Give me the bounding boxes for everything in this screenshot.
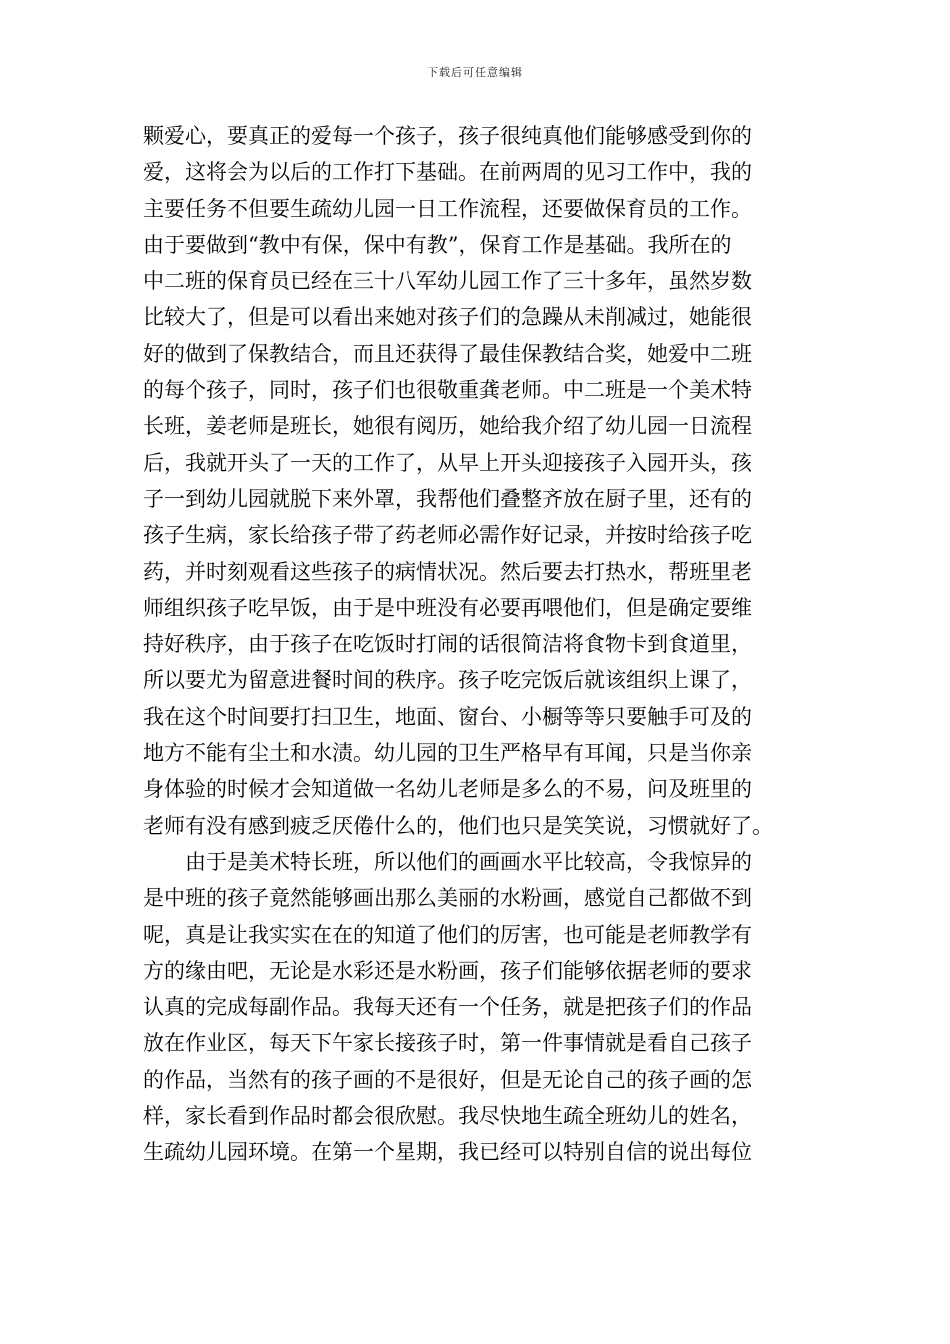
paragraph-2-line: 方的缘由吧，无论是水彩还是水粉画，孩子们能够依据老师的要求 bbox=[143, 958, 752, 983]
paragraph-1-line: 所以要尤为留意进餐时间的秩序。孩子吃完饭后就该组织上课了， bbox=[143, 668, 752, 693]
paragraph-1-line: 师组织孩子吃早饭，由于是中班没有必要再喂他们，但是确定要维 bbox=[143, 595, 752, 620]
paragraph-1-line: 药，并时刻观看这些孩子的病情状况。然后要去打热水，帮班里老 bbox=[143, 559, 752, 584]
paragraph-1-line: 持好秩序，由于孩子在吃饭时打闹的话很简洁将食物卡到食道里， bbox=[143, 632, 752, 657]
paragraph-1-line: 爱，这将会为以后的工作打下基础。在前两周的见习工作中，我的 bbox=[143, 160, 752, 185]
paragraph-2-line: 认真的完成每副作品。我每天还有一个任务，就是把孩子们的作品 bbox=[143, 995, 752, 1020]
paragraph-1-line: 孩子生病，家长给孩子带了药老师必需作好记录，并按时给孩子吃 bbox=[143, 523, 752, 548]
paragraph-1-line: 地方不能有尘土和水渍。幼儿园的卫生严格早有耳闻，只是当你亲 bbox=[143, 741, 752, 766]
paragraph-1-line: 身体验的时候才会知道做一名幼儿老师是多么的不易，问及班里的 bbox=[143, 777, 752, 802]
paragraph-1-line: 中二班的保育员已经在三十八军幼儿园工作了三十多年，虽然岁数 bbox=[143, 269, 752, 294]
paragraph-2-line: 生疏幼儿园环境。在第一个星期，我已经可以特别自信的说出每位 bbox=[143, 1140, 752, 1165]
paragraph-1-line: 由于要做到“教中有保，保中有教”，保育工作是基础。我所在的 bbox=[143, 232, 732, 257]
paragraph-1-line: 子一到幼儿园就脱下来外罩，我帮他们叠整齐放在厨子里，还有的 bbox=[143, 486, 752, 511]
paragraph-1-line: 颗爱心，要真正的爱每一个孩子，孩子很纯真他们能够感受到你的 bbox=[143, 124, 752, 148]
paragraph-2-line: 的作品，当然有的孩子画的不是很好，但是无论自己的孩子画的怎 bbox=[143, 1067, 752, 1092]
paragraph-1-line: 好的做到了保教结合，而且还获得了最佳保教结合奖，她爱中二班 bbox=[143, 341, 752, 366]
page-header: 下载后可任意编辑 bbox=[427, 66, 523, 79]
paragraph-2-line: 由于是美术特长班，所以他们的画画水平比较高，令我惊异的 bbox=[185, 849, 752, 874]
paragraph-1-line: 我在这个时间要打扫卫生，地面、窗台、小橱等等只要触手可及的 bbox=[143, 704, 752, 729]
paragraph-2-line: 呢，真是让我实实在在的知道了他们的厉害，也可能是老师教学有 bbox=[143, 922, 752, 947]
paragraph-2-line: 样，家长看到作品时都会很欣慰。我尽快地生疏全班幼儿的姓名， bbox=[143, 1104, 752, 1129]
paragraph-2-line: 是中班的孩子竟然能够画出那么美丽的水粉画，感觉自己都做不到 bbox=[143, 886, 752, 911]
paragraph-1-line: 后，我就开头了一天的工作了，从早上开头迎接孩子入园开头，孩 bbox=[143, 450, 752, 475]
paragraph-1-line: 比较大了，但是可以看出来她对孩子们的急躁从未削减过，她能很 bbox=[143, 305, 752, 330]
paragraph-2-line: 放在作业区，每天下午家长接孩子时，第一件事情就是看自己孩子 bbox=[143, 1031, 752, 1056]
paragraph-1-line: 长班，姜老师是班长，她很有阅历，她给我介绍了幼儿园一日流程 bbox=[143, 414, 752, 439]
paragraph-1-line: 的每个孩子，同时，孩子们也很敬重龚老师。中二班是一个美术特 bbox=[143, 378, 752, 403]
paragraph-1-line: 老师有没有感到疲乏厌倦什么的，他们也只是笑笑说，习惯就好了。 bbox=[143, 813, 773, 838]
paragraph-1-line: 主要任务不但要生疏幼儿园一日工作流程，还要做保育员的工作。 bbox=[143, 196, 752, 221]
body-text bbox=[143, 118, 811, 1171]
